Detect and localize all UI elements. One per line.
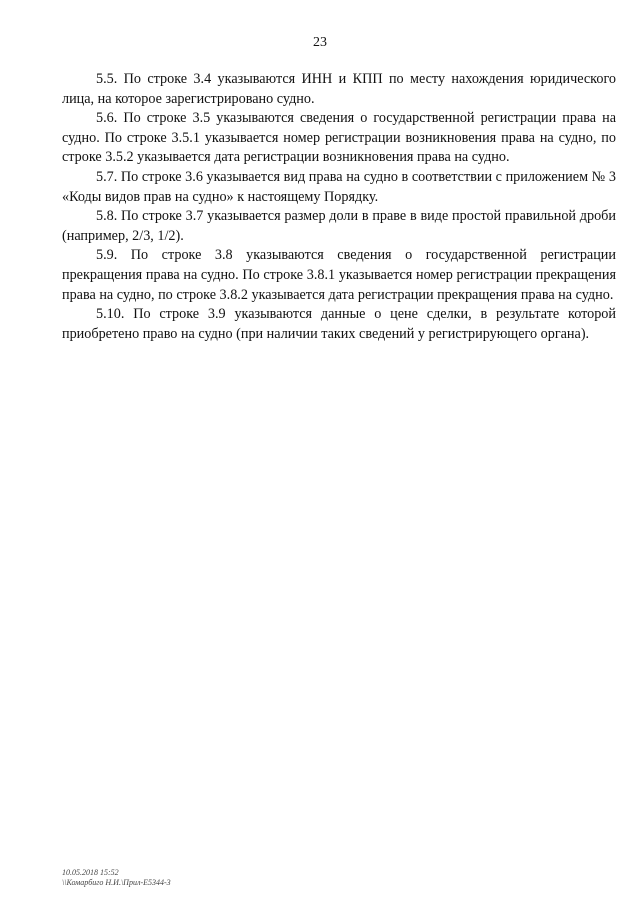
paragraph-5-5: 5.5. По строке 3.4 указываются ИНН и КПП по месту нахождения юридического лица, на которое зарегистрировано судно. [62,71,616,107]
page-number: 23 [313,35,327,50]
document-body [62,70,616,344]
footer-stamp [62,868,171,888]
footer-file-path: \\Комарбиго Н.И.\Прил-Е5344-3 [62,878,171,887]
paragraph-5-8: 5.8. По строке 3.7 указывается размер доли в праве в виде простой правильной дроби (например, 2/3, 1/2). [62,208,616,244]
paragraph-5-9: 5.9. По строке 3.8 указываются сведения о государственной регистрации прекращения права на судно. По строке 3.8.1 указывается номер регистрации прекращения права на судно, по строке 3.8.2 указывается дата регистрации прекращения права на судно. [62,247,616,303]
footer-timestamp: 10.05.2018 15:52 [62,868,119,877]
paragraph-5-7: 5.7. По строке 3.6 указывается вид права на судно в соответствии с приложением № 3 «Коды видов прав на судно» к настоящему Порядку. [62,168,616,205]
paragraph-5-10: 5.10. По строке 3.9 указываются данные о цене сделки, в результате которой приобретено право на судно (при наличии таких сведений у регистрирующего органа). [62,306,616,342]
paragraph-5-6: 5.6. По строке 3.5 указываются сведения о государственной регистрации права на судно. По строке 3.5.1 указывается номер регистрации возникновения права на судно, по строке 3.5.2 указывается дата регистрации возникновения права на судно. [62,110,616,166]
